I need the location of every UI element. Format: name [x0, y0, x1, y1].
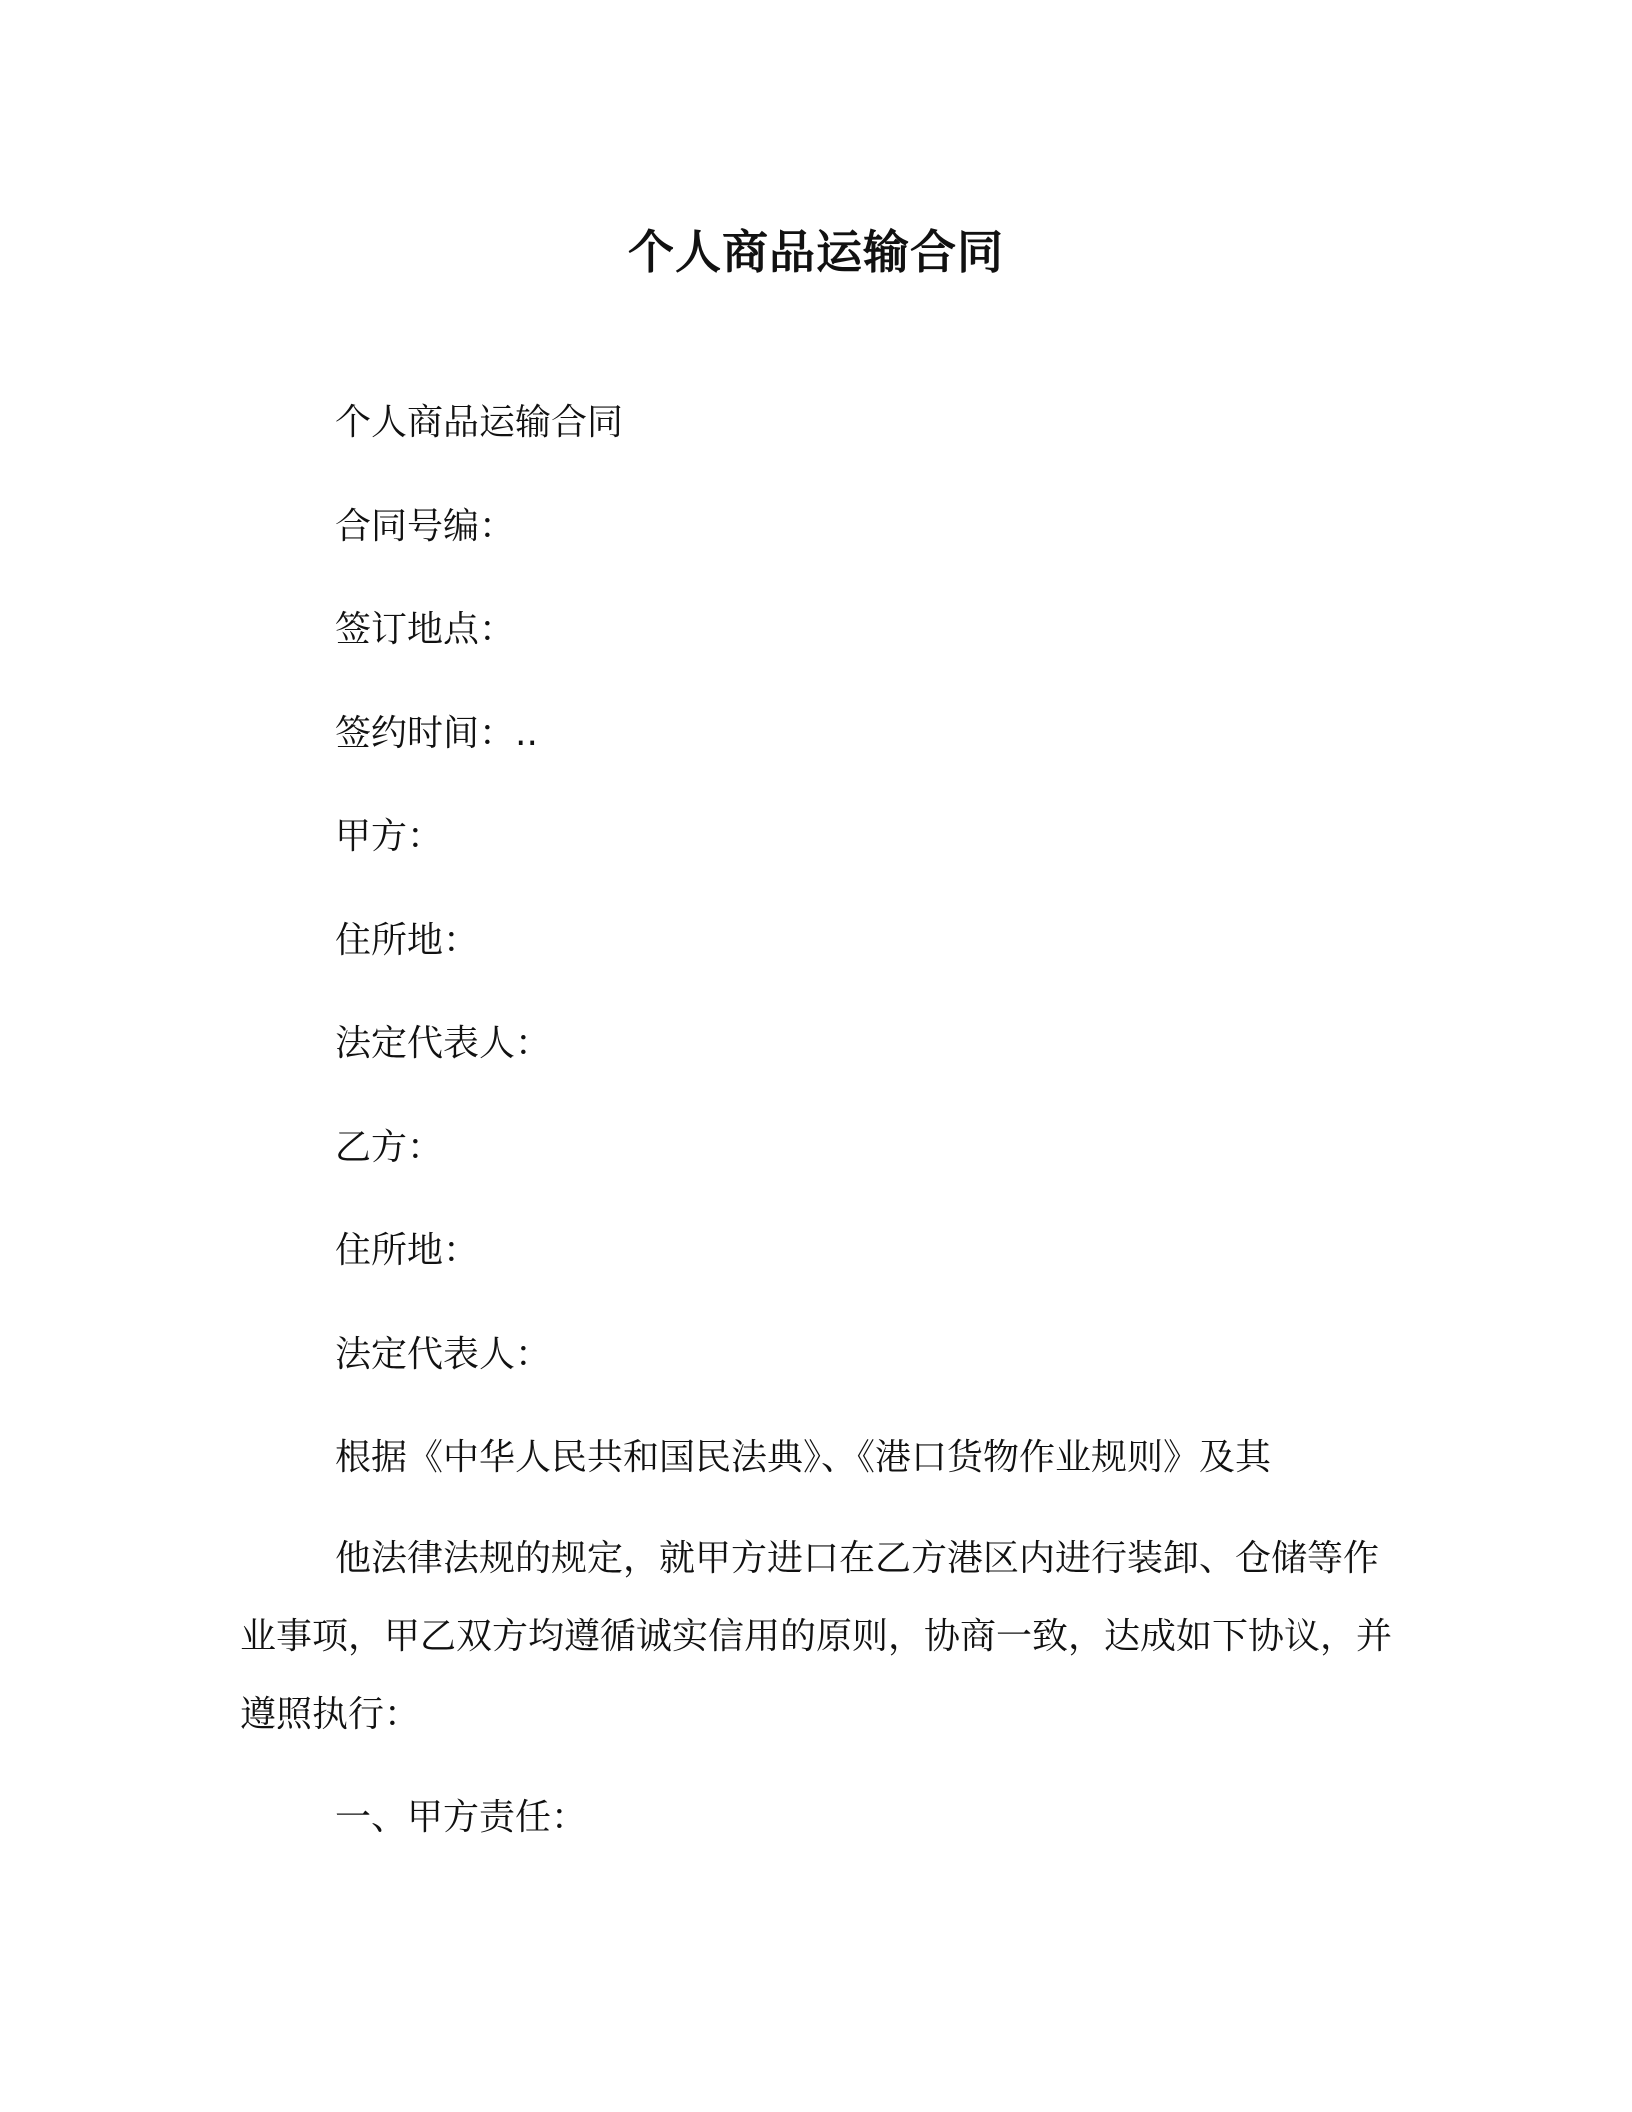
subtitle-line: 个人商品运输合同 [335, 402, 624, 443]
signing-place-label: 签订地点： [335, 609, 516, 650]
party-b-address-label: 住所地： [335, 1230, 480, 1271]
party-a-representative-label: 法定代表人： [335, 1023, 552, 1064]
signing-time-label: 签约时间：.. [335, 713, 538, 754]
party-a-label: 甲方： [335, 816, 444, 857]
section-heading: 一、甲方责任： [335, 1797, 588, 1838]
party-b-label: 乙方： [335, 1127, 444, 1168]
party-a-address-label: 住所地： [335, 920, 480, 961]
body-paragraph: 他法律法规的规定，就甲方进口在乙方港区内进行装卸、仓储等作业事项，甲乙双方均遵循诚实信用的原则，协商一致，达成如下协议，并遵照执行： [240, 1538, 1393, 1735]
contract-number-label: 合同号编： [335, 506, 516, 547]
intro-line: 根据《中华人民共和国民法典》、《港口货物作业规则》及其 [335, 1437, 1272, 1478]
document-title: 个人商品运输合同 [628, 225, 1004, 279]
party-b-representative-label: 法定代表人： [335, 1334, 552, 1375]
